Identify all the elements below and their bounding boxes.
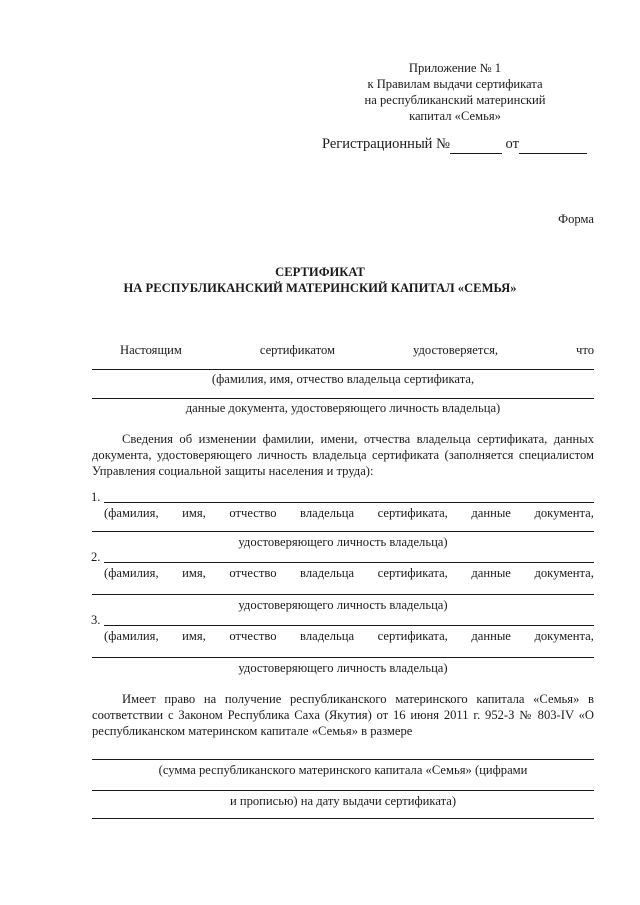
- caption-word: данные: [471, 629, 511, 643]
- intro-word-1: Настоящим: [120, 343, 182, 357]
- entry-3-number: 3.: [91, 613, 101, 627]
- registration-from-label: от: [505, 136, 519, 152]
- entry-1-document-field[interactable]: [92, 531, 594, 532]
- entry-2-field[interactable]: [104, 562, 594, 563]
- caption-word: владельца: [300, 566, 355, 580]
- certificate-title: [0, 264, 640, 296]
- entry-3-field[interactable]: [104, 625, 594, 626]
- caption-word: имя,: [182, 506, 206, 520]
- capital-sum-extra-field[interactable]: [92, 818, 594, 819]
- capital-sum-words-field[interactable]: [92, 790, 594, 791]
- capital-sum-caption: (сумма республиканского материнского капитала «Семья» (цифрами: [158, 763, 528, 777]
- caption-word: сертификата,: [377, 506, 448, 520]
- registration-number-field[interactable]: [450, 136, 502, 154]
- intro-word-3: удостоверяется,: [412, 343, 499, 357]
- registration-label: Регистрационный №: [322, 136, 450, 152]
- owner-name-field[interactable]: [92, 369, 594, 370]
- owner-document-caption: данные документа, удостоверяющего личность владельца): [185, 401, 501, 415]
- changes-paragraph: [92, 431, 594, 479]
- caption-word: сертификата,: [377, 566, 448, 580]
- intro-word-4: что: [576, 343, 594, 357]
- title-line-1: СЕРТИФИКАТ: [275, 265, 365, 279]
- caption-word: отчество: [229, 629, 277, 643]
- caption-word: сертификата,: [377, 629, 448, 643]
- owner-name-caption: (фамилия, имя, отчество владельца сертификата,: [211, 372, 475, 386]
- intro-sentence: [120, 343, 594, 358]
- appendix-line-1: Приложение № 1: [408, 61, 502, 75]
- rights-text: Имеет право на получение республиканского материнского капитала «Семья» в соответствии с Законом Республика Саха (Якутия) от 16 июня 2011 г. 952-З № 803-IV «О республиканском материнском капитале «Семья» в размере: [92, 692, 594, 738]
- caption-word: владельца: [300, 506, 355, 520]
- caption-word: документа,: [534, 566, 594, 580]
- caption-word: (фамилия,: [104, 566, 159, 580]
- caption-word: отчество: [229, 566, 277, 580]
- appendix-line-4: капитал «Семья»: [409, 109, 501, 123]
- caption-word: данные: [471, 566, 511, 580]
- entry-1-field[interactable]: [104, 502, 594, 503]
- changes-text: Сведения об изменении фамилии, имени, отчества владельца сертификата, данных документа, удостоверяющего личность владельца сертификата (заполняется специалистом Управления социальной защиты населения и труда):: [92, 432, 594, 478]
- caption-word: владельца: [300, 629, 355, 643]
- caption-word: данные: [471, 506, 511, 520]
- title-line-2: НА РЕСПУБЛИКАНСКИЙ МАТЕРИНСКИЙ КАПИТАЛ «СЕМЬЯ»: [123, 281, 517, 295]
- entry-1-number: 1.: [91, 490, 101, 504]
- caption-word: отчество: [229, 506, 277, 520]
- caption-word: имя,: [182, 566, 206, 580]
- entry-1-caption-tail: удостоверяющего личность владельца): [238, 535, 448, 549]
- intro-word-2: сертификатом: [259, 343, 336, 357]
- appendix-line-2: к Правилам выдачи сертификата: [367, 77, 543, 91]
- entry-3-document-field[interactable]: [92, 657, 594, 658]
- registration-date-field[interactable]: [519, 136, 587, 154]
- caption-word: (фамилия,: [104, 629, 159, 643]
- entry-1-caption: [104, 506, 594, 521]
- entry-2-caption: [104, 566, 594, 581]
- entry-2-caption-tail: удостоверяющего личность владельца): [238, 598, 448, 612]
- appendix-line-3: на республиканский материнский: [364, 93, 546, 107]
- caption-word: (фамилия,: [104, 506, 159, 520]
- entry-3-caption: [104, 629, 594, 644]
- entry-2-number: 2.: [91, 550, 101, 564]
- appendix-block: [330, 60, 580, 124]
- owner-document-field[interactable]: [92, 398, 594, 399]
- entry-2-document-field[interactable]: [92, 594, 594, 595]
- entry-3-caption-tail: удостоверяющего личность владельца): [238, 661, 448, 675]
- form-label: Форма: [558, 212, 594, 226]
- registration-line: [322, 136, 587, 154]
- capital-sum-date-caption: и прописью) на дату выдачи сертификата): [229, 794, 457, 808]
- caption-word: документа,: [534, 629, 594, 643]
- capital-sum-digits-field[interactable]: [92, 759, 594, 760]
- caption-word: документа,: [534, 506, 594, 520]
- rights-paragraph: [92, 691, 594, 739]
- caption-word: имя,: [182, 629, 206, 643]
